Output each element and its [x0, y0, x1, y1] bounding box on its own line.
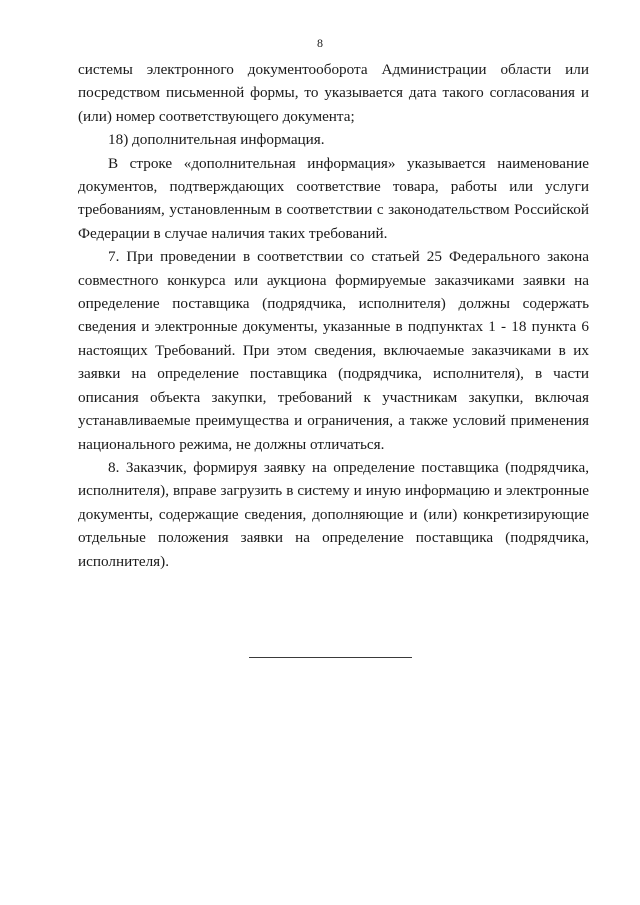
paragraph-additional-info: В строке «дополнительная информация» указывается наименование документов, подтверждающих соответствие товара, работы или услуги требованиям, установленным в соответствии с законодательством Российской Федерации в случае наличия таких требований. — [78, 154, 589, 242]
paragraph-item-18: 18) дополнительная информация. — [108, 131, 325, 149]
page-number: 8 — [317, 36, 323, 50]
paragraph-item-7: 7. При проведении в соответствии со статьей 25 Федерального закона совместного конкурса или аукциона формируемые заказчиками заявки на определение поставщика (подрядчика, исполнителя) должны содержать сведения и электронные документы, указанные в подпунктах 1 - 18 пункта 6 настоящих Требований. При этом сведения, включаемые заказчиками в их заявки на определение поставщика (подрядчика, исполнителя), в части описания объекта закупки, требований к участникам закупки, включая устанавливаемые преимущества и ограничения, а также условий применения национального режима, не должны отличаться. — [78, 248, 589, 453]
paragraph-item-8: 8. Заказчик, формируя заявку на определение поставщика (подрядчика, исполнителя), вправе загрузить в систему и иную информацию и электронные документы, содержащие сведения, дополняющие и (или) конкретизирующие отдельные положения заявки на определение поставщика (подрядчика, исполнителя). — [78, 458, 589, 570]
document-body — [78, 58, 589, 573]
end-of-text-divider — [249, 657, 412, 658]
paragraph-continuation: системы электронного документооборота Администрации области или посредством письменной формы, то указывается дата такого согласования и (или) номер соответствующего документа; — [78, 61, 589, 125]
